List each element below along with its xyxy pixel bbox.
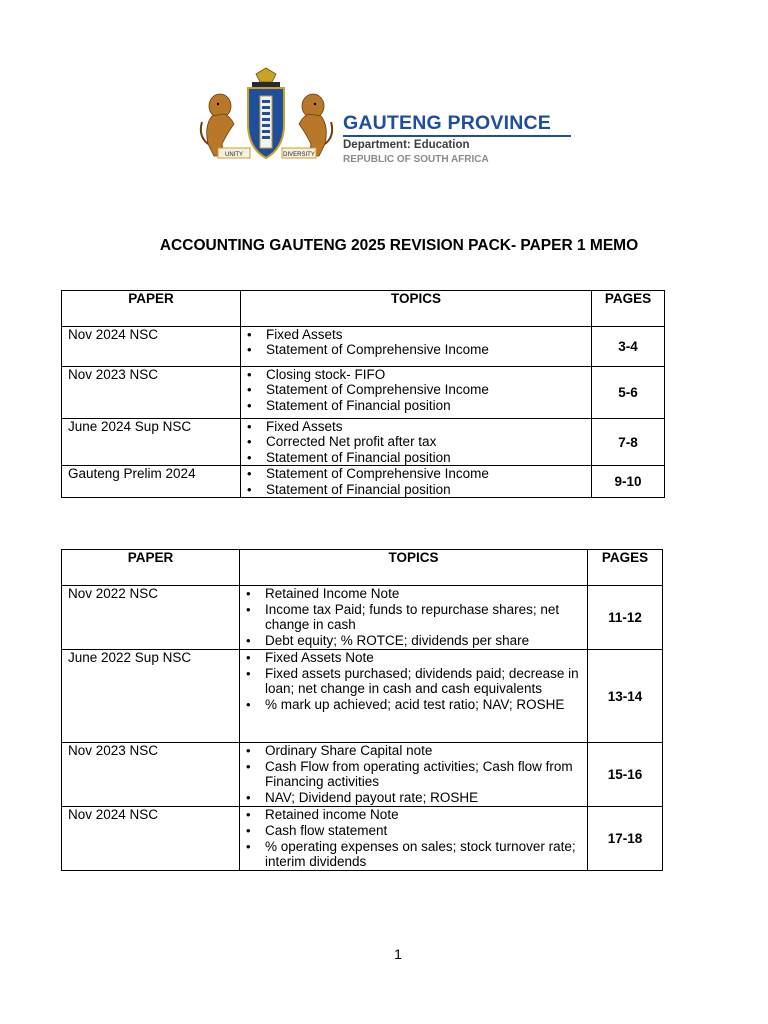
pages-cell: 9-10 xyxy=(592,466,665,498)
coat-of-arms-icon xyxy=(194,66,339,170)
topics-cell xyxy=(241,419,592,466)
paper-cell: Nov 2024 NSC xyxy=(62,327,241,367)
paper-cell: June 2022 Sup NSC xyxy=(62,650,240,743)
table-row xyxy=(62,367,665,419)
topic-item: • Corrected Net profit after tax xyxy=(266,434,585,449)
gauteng-logo xyxy=(194,66,574,170)
paper-cell: June 2024 Sup NSC xyxy=(62,419,241,466)
republic-name: REPUBLIC OF SOUTH AFRICA xyxy=(343,154,489,165)
pages-cell: 15-16 xyxy=(588,743,663,807)
topic-item: • Debt equity; % ROTCE; dividends per share xyxy=(265,633,581,648)
table-row xyxy=(62,327,665,367)
topic-item: • Statement of Financial position xyxy=(266,398,585,413)
revision-table-1 xyxy=(61,290,665,498)
topic-item: • Fixed Assets xyxy=(266,419,585,434)
table-header-row xyxy=(62,550,663,586)
topic-item: • Closing stock- FIFO xyxy=(266,367,585,382)
motto-right: DIVERSITY xyxy=(283,152,315,158)
topics-cell xyxy=(241,367,592,419)
topic-item: • % operating expenses on sales; stock turnover rate; interim dividends xyxy=(265,839,581,870)
topics-cell xyxy=(240,586,588,650)
topic-item: • Statement of Comprehensive Income xyxy=(266,342,585,357)
topic-item: • Cash Flow from operating activities; Cash flow from Financing activities xyxy=(265,759,581,790)
topic-item: • Fixed assets purchased; dividends paid; decrease in loan; net change in cash and cash equivalents xyxy=(265,666,581,697)
topic-item: • Income tax Paid; funds to repurchase shares; net change in cash xyxy=(265,602,581,633)
table-header-row xyxy=(62,291,665,327)
topic-item: • Retained income Note xyxy=(265,807,581,822)
table-row xyxy=(62,743,663,807)
topic-item: • Retained Income Note xyxy=(265,586,581,601)
topic-item: • Fixed Assets xyxy=(266,327,585,342)
header-topics: TOPICS xyxy=(240,550,588,586)
header-pages: PAGES xyxy=(588,550,663,586)
pages-cell: 3-4 xyxy=(592,327,665,367)
header-paper: PAPER xyxy=(62,550,240,586)
header-topics: TOPICS xyxy=(241,291,592,327)
header-paper: PAPER xyxy=(62,291,241,327)
topic-item: • Statement of Comprehensive Income xyxy=(266,466,585,481)
table-row xyxy=(62,650,663,743)
topic-item: • NAV; Dividend payout rate; ROSHE xyxy=(265,790,581,805)
paper-cell: Nov 2023 NSC xyxy=(62,367,241,419)
paper-cell: Nov 2022 NSC xyxy=(62,586,240,650)
province-name: GAUTENG PROVINCE xyxy=(343,112,551,134)
topic-item: • % mark up achieved; acid test ratio; NAV; ROSHE xyxy=(265,697,581,712)
paper-cell: Nov 2023 NSC xyxy=(62,743,240,807)
topic-item: • Fixed Assets Note xyxy=(265,650,581,665)
pages-cell: 11-12 xyxy=(588,586,663,650)
header-pages: PAGES xyxy=(592,291,665,327)
topic-item: • Cash flow statement xyxy=(265,823,581,838)
table-row xyxy=(62,466,665,498)
pages-cell: 13-14 xyxy=(588,650,663,743)
topics-cell xyxy=(240,807,588,871)
topic-item: • Statement of Financial position xyxy=(266,482,585,497)
topic-item: • Statement of Financial position xyxy=(266,450,585,465)
table-row xyxy=(62,586,663,650)
topics-cell xyxy=(241,327,592,367)
paper-cell: Gauteng Prelim 2024 xyxy=(62,466,241,498)
pages-cell: 7-8 xyxy=(592,419,665,466)
logo-divider xyxy=(343,135,571,137)
revision-table-2 xyxy=(61,549,663,871)
page-number: 1 xyxy=(394,946,402,962)
motto-left: UNITY xyxy=(225,152,243,158)
table-row xyxy=(62,419,665,466)
pages-cell: 5-6 xyxy=(592,367,665,419)
topics-cell xyxy=(241,466,592,498)
table-row xyxy=(62,807,663,871)
topics-cell xyxy=(240,743,588,807)
document-title: ACCOUNTING GAUTENG 2025 REVISION PACK- PAPER 1 MEMO xyxy=(159,237,639,254)
topic-item: • Ordinary Share Capital note xyxy=(265,743,581,758)
pages-cell: 17-18 xyxy=(588,807,663,871)
topics-cell xyxy=(240,650,588,743)
department-name: Department: Education xyxy=(343,139,470,151)
paper-cell: Nov 2024 NSC xyxy=(62,807,240,871)
topic-item: • Statement of Comprehensive Income xyxy=(266,382,585,397)
